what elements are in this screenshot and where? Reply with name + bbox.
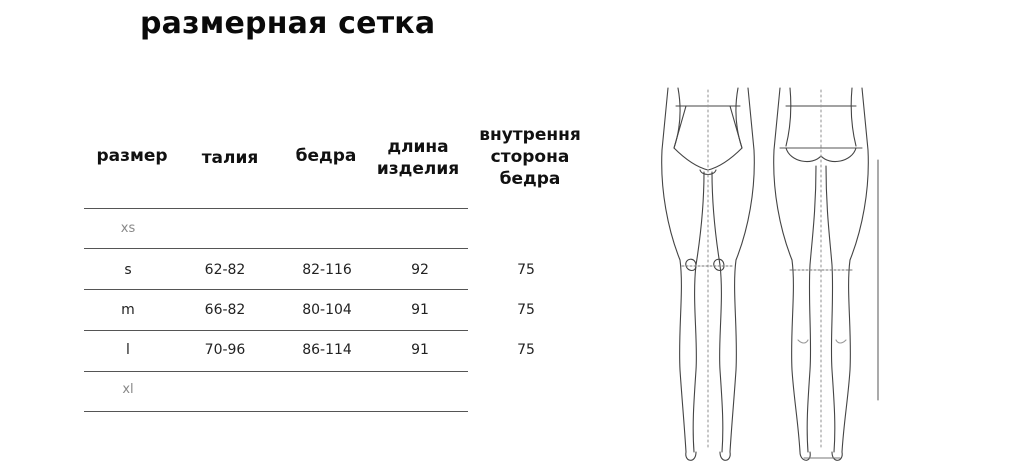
size-label-xl: xl <box>122 382 134 397</box>
inseam-value-s: 75 <box>517 262 535 278</box>
header-size: размер <box>96 146 168 166</box>
length-value-s: 92 <box>411 262 429 278</box>
hips-value-m: 80-104 <box>302 302 352 318</box>
length-value-m: 91 <box>411 302 429 318</box>
size-label-m: m <box>121 302 135 318</box>
table-divider <box>84 330 468 331</box>
inseam-value-l: 75 <box>517 342 535 358</box>
back-legs-drawing <box>774 88 869 460</box>
size-label-xs: xs <box>120 221 136 236</box>
table-divider <box>84 248 468 249</box>
size-label-l: l <box>126 342 130 358</box>
inseam-value-m: 75 <box>517 302 535 318</box>
waist-value-l: 70-96 <box>204 342 246 358</box>
table-divider <box>84 208 468 209</box>
hips-value-l: 86-114 <box>302 342 352 358</box>
length-value-l: 91 <box>411 342 429 358</box>
legs-measurement-icon <box>640 70 890 470</box>
table-divider <box>84 411 468 412</box>
hips-value-s: 82-116 <box>302 262 352 278</box>
header-hips: бедра <box>295 146 357 166</box>
header-length: длина изделия <box>376 137 460 179</box>
size-label-s: s <box>124 262 132 278</box>
front-legs-drawing <box>662 88 755 460</box>
table-divider <box>84 289 468 290</box>
waist-value-s: 62-82 <box>204 262 246 278</box>
page-title: размерная сетка <box>140 6 436 41</box>
header-waist: талия <box>201 148 259 168</box>
table-divider <box>84 371 468 372</box>
waist-value-m: 66-82 <box>204 302 246 318</box>
header-inseam: внутрення сторона бедра <box>479 125 581 189</box>
